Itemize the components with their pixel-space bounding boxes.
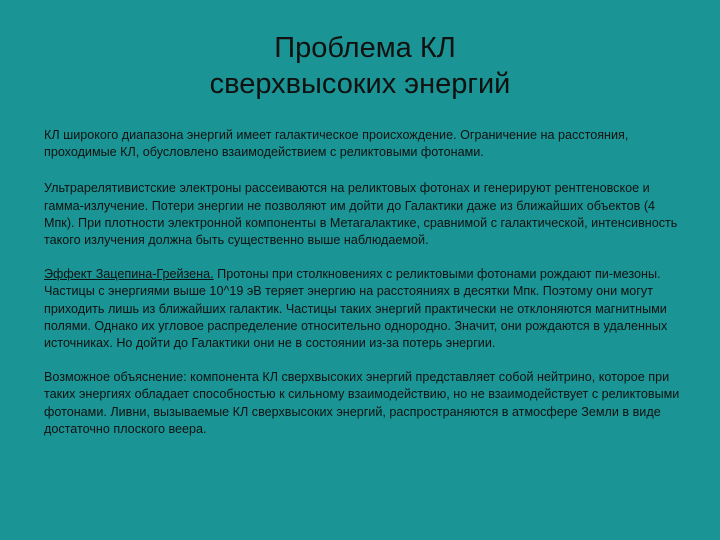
slide-body [44,127,684,454]
gzk-effect-heading: Эффект Зацепина-Грейзена. [44,267,214,282]
paragraph-electrons: Ультрарелятивистские электроны рассеиваются на реликтовых фотонах и генерируют рентгеновское и гамма-излучение. Потери энергии не позволяют им дойти до Галактики даже из ближайших объектов (4 Мпк). При плотности электронной компоненты в Метагалактике, сравнимой с галактической, интенсивность такого излучения должна быть существенно выше наблюдаемой. [44,181,678,248]
paragraph-gzk-effect [44,266,684,352]
title-line-2: сверхвысоких энергий [209,68,511,100]
title-line-1: Проблема КЛ [274,32,456,64]
paragraph-explanation: Возможное объяснение: компонента КЛ сверхвысоких энергий представляет собой нейтрино, которое при таких энергиях обладает способностью к сильному взаимодействию, но не взаимодействует с реликтовыми фотонами. Ливни, вызываемые КЛ сверхвысоких энергий, распространяются в атмосфере Земли в виде достаточно плоского веера. [44,370,680,436]
gzk-effect-text: Протоны при столкновениях с реликтовыми фотонами рождают пи-мезоны. Частицы с энергиями выше 10^19 эВ теряет энергию на расстояниях в десятки Мпк. Поэтому они могут приходить лишь из ближайших галактик. Частицы таких энергий практически не отклоняются магнитными полями. Однако их угловое распределение относительно однородно. Значит, они рождаются в удаленных источниках. Но дойти до Галактики они не в состоянии из-за потерь энергии. [44,267,668,351]
slide-title [0,30,720,102]
paragraph-origin: КЛ широкого диапазона энергий имеет галактическое происхождение. Ограничение на расстояния, проходимые КЛ, обусловлено взаимодействием с реликтовыми фотонами. [44,128,629,160]
